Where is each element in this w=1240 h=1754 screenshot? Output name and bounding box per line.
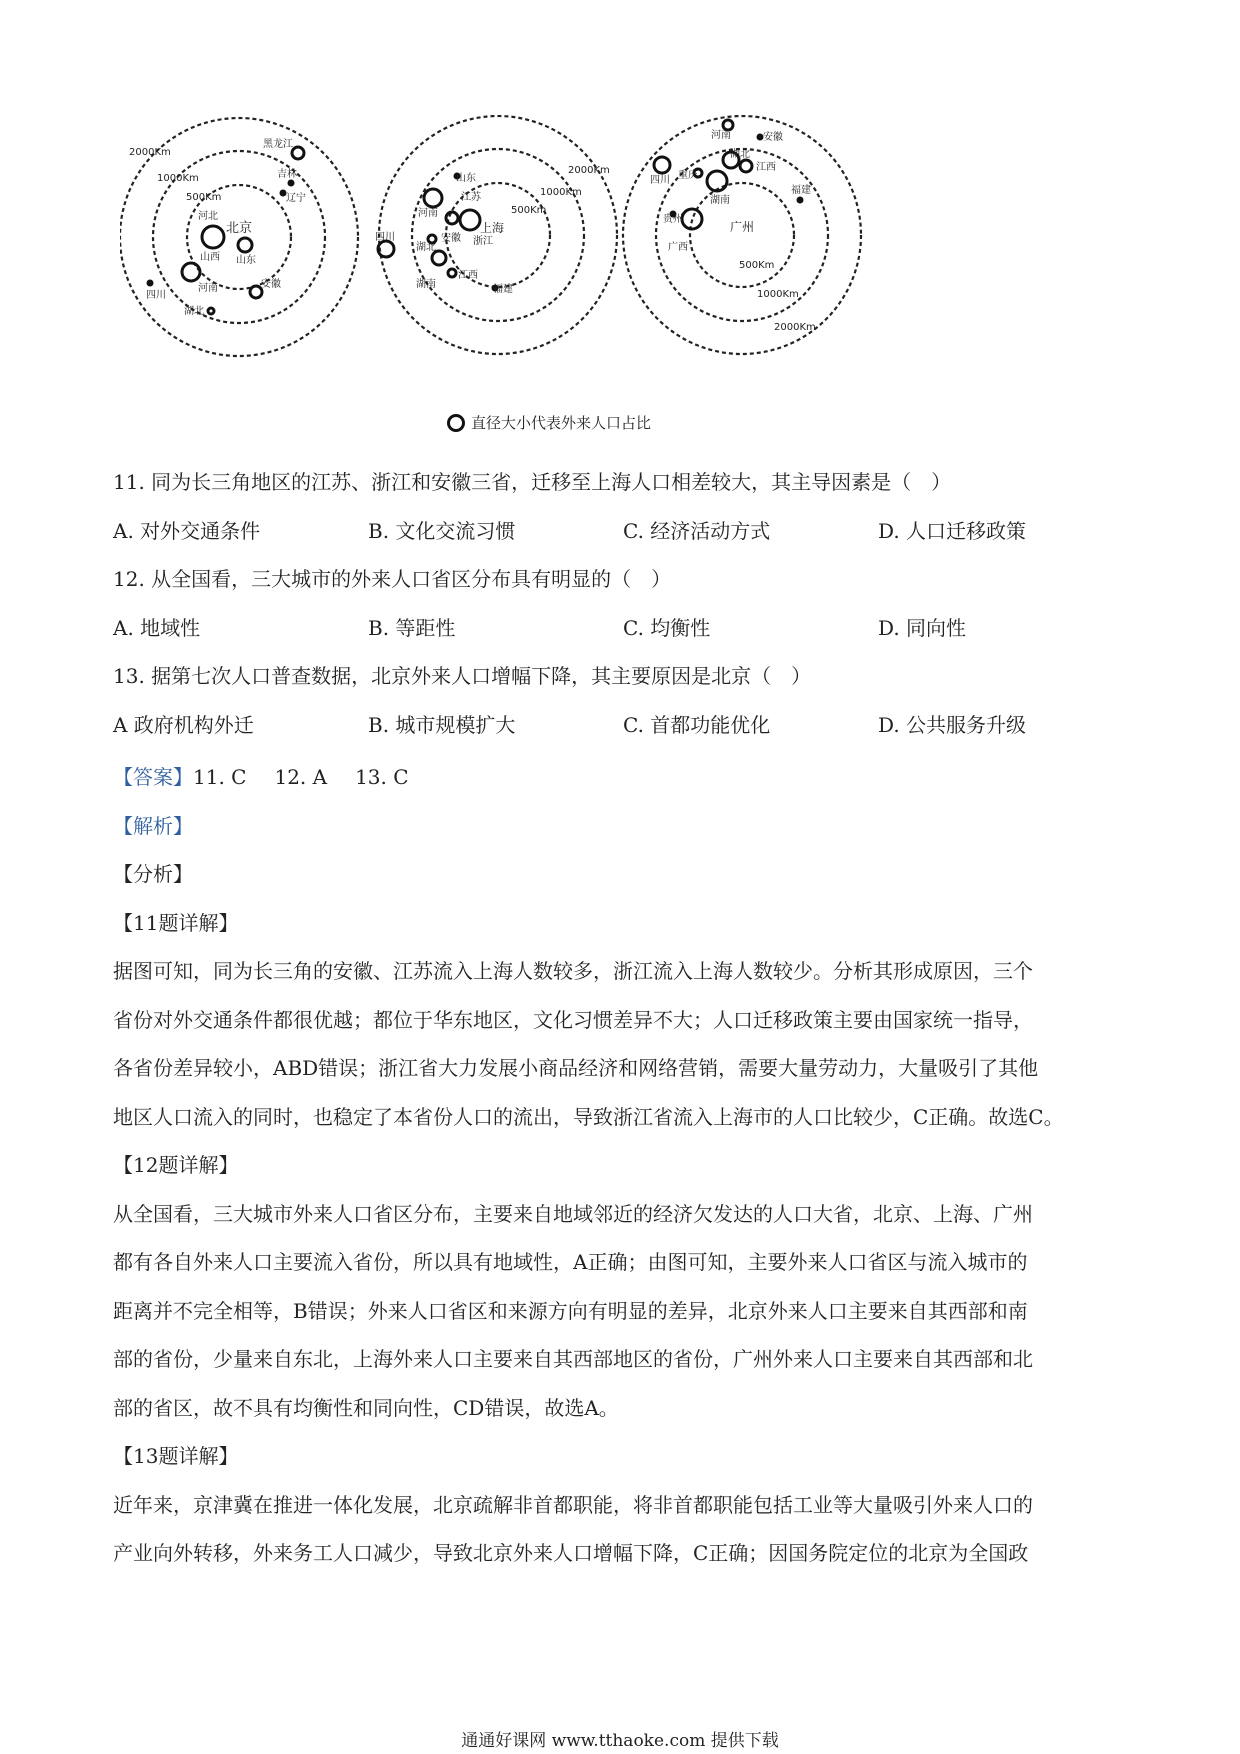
province-label: 湖南	[710, 195, 730, 206]
option: B. 文化交流习惯	[368, 518, 516, 543]
province-label: 山西	[200, 252, 220, 263]
explanation-line: 都有各自外来人口主要流入省份，所以具有地域性，A正确；由图可知，主要外来人口省区与流入城市的	[113, 1250, 1028, 1274]
province-label: 河南	[198, 283, 218, 294]
explanation-line: 部的省区，故不具有均衡性和同向性，CD错误，故选A。	[113, 1395, 619, 1420]
explanation-line: 各省份差异较小，ABD错误；浙江省大力发展小商品经济和网络营销，需要大量劳动力，大量吸引了其他	[113, 1056, 1039, 1080]
province-label: 河南	[418, 208, 438, 219]
option: B. 等距性	[368, 615, 456, 640]
explanation-line: 省份对外交通条件都很优越；都位于华东地区，文化习惯差异不大；人口迁移政策主要由国家统一指导，	[113, 1007, 1033, 1032]
province-label: 重庆	[678, 170, 698, 181]
province-label: 四川	[375, 232, 395, 243]
province-label: 安徽	[441, 233, 461, 244]
city-label: 广州	[730, 220, 755, 234]
province-label: 吉林	[277, 169, 297, 180]
option: C. 均衡性	[623, 615, 711, 640]
question-12-options	[113, 604, 1133, 653]
explanation-line: 产业向外转移，外来务工人口减少，导致北京外来人口增幅下降，C正确；因国务院定位的北京为全国政	[113, 1541, 1029, 1565]
ring-label: 500Km	[511, 205, 547, 216]
province-label: 安徽	[261, 279, 281, 290]
question-content	[113, 458, 1133, 1578]
province-label: 山东	[456, 173, 476, 184]
ring-label: 1000Km	[540, 187, 582, 198]
explanation-line: 据图可知，同为长三角的安徽、江苏流入上海人数较多，浙江流入上海人数较少。分析其形成原因，三个	[113, 959, 1033, 983]
city-label: 上海	[480, 221, 505, 235]
province-label: 河南	[711, 130, 731, 141]
question-12-stem: 12. 从全国看，三大城市的外来人口省区分布具有明显的（ ）	[113, 567, 672, 591]
answer-line	[113, 753, 1133, 802]
ring-label: 500Km	[739, 260, 775, 271]
ring-label: 1000Km	[157, 173, 199, 184]
q12-heading: 【12题详解】	[113, 1153, 239, 1177]
province-label: 湖北	[730, 149, 750, 160]
province-label: 湖北	[416, 242, 436, 253]
province-label: 山东	[236, 255, 256, 266]
migration-figure	[120, 115, 980, 435]
fenxi-label: 【分析】	[113, 862, 193, 886]
explanation-line: 地区人口流入的同时，也稳定了本省份人口的流出，导致浙江省流入上海市的人口比较少，C正确。故选C。	[113, 1104, 1064, 1129]
explanation-line: 部的省份，少量来自东北，上海外来人口主要来自其西部地区的省份，广州外来人口主要来自其西部和北	[113, 1347, 1033, 1371]
option: D. 人口迁移政策	[878, 518, 1027, 543]
ring-icon	[447, 414, 465, 432]
figure-legend	[447, 412, 651, 433]
province-label: 贵州	[663, 214, 683, 225]
jiexi-label: 【解析】	[113, 813, 193, 838]
province-label: 江西	[458, 270, 478, 281]
ring-label: 2000Km	[129, 147, 171, 158]
explanation-line: 距离并不完全相等，B错误；外来人口省区和来源方向有明显的差异，北京外来人口主要来自其西部和南	[113, 1298, 1028, 1323]
option: B. 城市规模扩大	[368, 712, 516, 737]
province-label: 湖北	[184, 306, 204, 317]
province-label: 广西	[668, 242, 688, 253]
explanation-line: 从全国看，三大城市外来人口省区分布，主要来自地域邻近的经济欠发达的人口大省，北京、上海、广州	[113, 1201, 1033, 1226]
province-label: 福建	[791, 185, 811, 196]
question-13-stem: 13. 据第七次人口普查数据，北京外来人口增幅下降，其主要原因是北京（ ）	[113, 664, 812, 688]
option: A. 地域性	[113, 615, 201, 640]
option: A 政府机构外迁	[113, 712, 254, 737]
question-11-stem: 11. 同为长三角地区的江苏、浙江和安徽三省，迁移至上海人口相差较大，其主导因素是（ ）	[113, 470, 952, 494]
city-label: 北京	[226, 221, 253, 236]
province-label: 辽宁	[286, 193, 306, 204]
q11-heading: 【11题详解】	[113, 910, 239, 935]
guangzhou-labels	[650, 128, 816, 333]
province-label: 安徽	[763, 132, 783, 143]
ring-label: 500Km	[186, 192, 222, 203]
province-label: 福建	[493, 284, 513, 295]
ring-label: 1000Km	[757, 289, 799, 300]
explanation-line: 近年来，京津冀在推进一体化发展，北京疏解非首都职能，将非首都职能包括工业等大量吸引外来人口的	[113, 1492, 1033, 1517]
shanghai-labels	[375, 165, 610, 295]
option: D. 公共服务升级	[878, 712, 1027, 737]
province-label: 江苏	[461, 192, 481, 203]
province-label: 湖南	[416, 279, 436, 290]
page-footer: 通通好课网 www.tthaoke.com 提供下载	[461, 1731, 779, 1751]
legend-text: 直径大小代表外来人口占比	[471, 414, 652, 432]
province-label: 浙江	[473, 236, 493, 247]
answer-item: 11. C	[193, 765, 247, 789]
option: A. 对外交通条件	[113, 518, 261, 543]
province-label: 江西	[756, 162, 776, 173]
question-13-options	[113, 701, 1133, 750]
province-label: 四川	[650, 175, 670, 186]
option: C. 首都功能优化	[623, 712, 771, 737]
shanghai-diagram	[379, 116, 617, 354]
q13-heading: 【13题详解】	[113, 1444, 239, 1468]
ring-label: 2000Km	[568, 165, 610, 176]
ring-label: 2000Km	[774, 322, 816, 333]
province-label: 四川	[146, 290, 166, 301]
province-label: 河北	[198, 211, 218, 222]
answer-label: 【答案】	[113, 765, 193, 789]
question-11-options	[113, 507, 1133, 556]
option: C. 经济活动方式	[623, 518, 771, 543]
answer-item: 13. C	[355, 765, 409, 789]
option: D. 同向性	[878, 615, 967, 640]
answer-item: 12. A	[274, 765, 328, 789]
province-label: 黑龙江	[263, 139, 293, 150]
